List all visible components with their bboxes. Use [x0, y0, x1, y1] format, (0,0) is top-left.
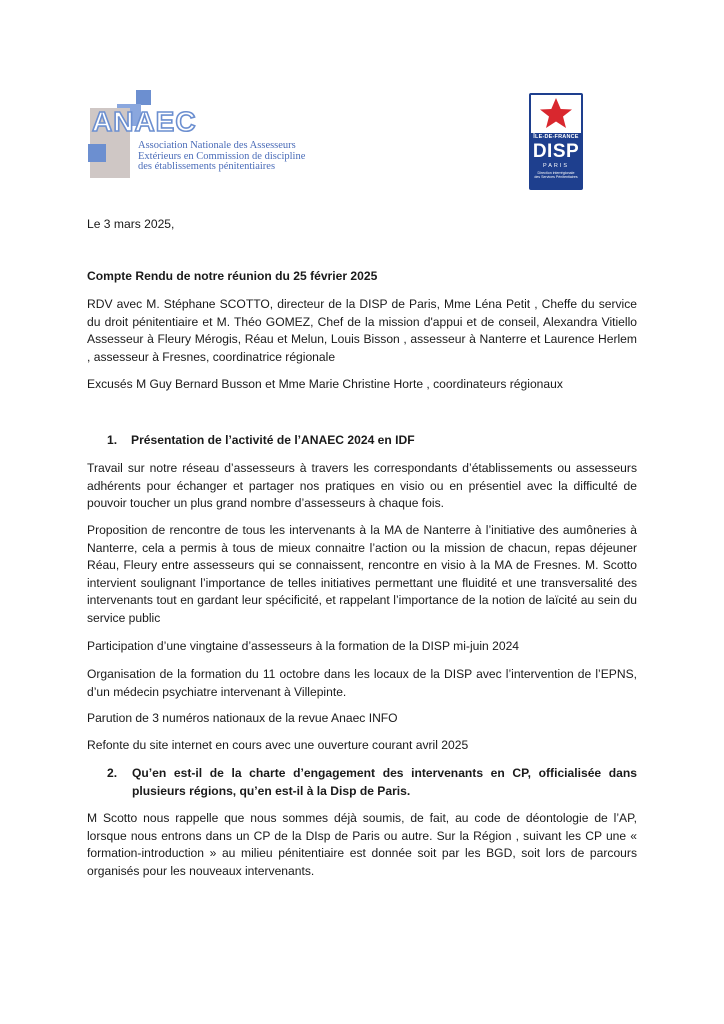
anaec-subtitle-line: des établissements pénitentiaires: [138, 161, 276, 172]
section-2-paragraph: M Scotto nous rappelle que nous sommes déjà soumis, de fait, au code de déontologie de l’AP, lorsque nous entrons dans un CP de la DIsp de Paris ou autre. Sur la Région , suivant les CP une « formation-introduction » au milieu pénitentiaire est donnée soit par les BGD, soit lors de parcours organisés pour les nouveaux intervenants.: [87, 811, 637, 878]
section-1-paragraph: Parution de 3 numéros nationaux de la revue Anaec INFO: [87, 711, 398, 725]
anaec-subtitle-line: Association Nationale des Assesseurs: [138, 140, 296, 151]
section-1-paragraph: Proposition de rencontre de tous les intervenants à la MA de Nanterre à l’initiative des aumôneries à Nanterre, cela a permis à tous de mieux connaitre l’action ou la mission de chacun, repas déjeuner Réau, Fleury entre assesseurs qui se connaissent, rencontre en visio à la MA de Fresnes. M. Scotto intervient soulignant l’importance de telles initiatives permettant une fluidité et une transversalité des intervenants tout en gardant leur spécificité, et rappelant l’importance de la notion de laïcité au sein du service public: [87, 523, 637, 625]
section-1-paragraph: Travail sur notre réseau d’assesseurs à travers les correspondants d’établissements ou assesseurs adhérents pour échanger et partager nos pratiques en visio ou en présentiel avec la difficulté de pouvoir toucher un plus grand nombre d’assesseurs à chaque fois.: [87, 461, 637, 511]
excused-paragraph: Excusés M Guy Bernard Busson et Mme Marie Christine Horte , coordinateurs régionaux: [87, 377, 563, 391]
star-icon: [531, 95, 581, 133]
anaec-subtitle: [138, 141, 328, 173]
disp-name: DISP: [532, 141, 580, 162]
section-1-number: 1.: [107, 433, 118, 447]
section-2-title: Qu’en est-il de la charte d’engagement des intervenants en CP, officialisée dans plusieurs régions, qu’en est-il à la Disp de Paris.: [132, 766, 637, 798]
disp-description-line: des Services Pénitentiaires: [534, 175, 578, 180]
document-date: Le 3 mars 2025,: [87, 217, 175, 231]
section-1-paragraph: Refonte du site internet en cours avec une ouverture courant avril 2025: [87, 738, 469, 752]
anaec-subtitle-line: Extérieurs en Commission de discipline: [138, 150, 306, 162]
disp-city: PARIS: [542, 163, 570, 169]
document-title: Compte Rendu de notre réunion du 25 février 2025: [87, 269, 378, 283]
attendees-paragraph: RDV avec M. Stéphane SCOTTO, directeur de la DISP de Paris, Mme Léna Petit , Cheffe du service du droit pénitentiaire et M. Théo GOMEZ, Chef de la mission d'appui et de conseil, Alexandra Vitiello Assesseur à Fleury Mérogis, Réau et Melun, Louis Bisson , assesseur à Nanterre et Laurence Herlem , assesseur à Fresnes, coordinatrice régionale: [87, 297, 637, 364]
disp-description-line: Direction interrégionale: [537, 171, 575, 175]
section-1-title: Présentation de l’activité de l’ANAEC 2024 en IDF: [131, 433, 415, 447]
section-1-paragraph: Organisation de la formation du 11 octobre dans les locaux de la DISP avec l’intervention de l’EPNS, d’un médecin psychiatre intervenant à Villepinte.: [87, 667, 637, 699]
disp-description: [533, 171, 579, 179]
disp-region: ÎLE-DE-FRANCE: [533, 134, 579, 140]
section-1-paragraph: Participation d’une vingtaine d’assesseurs à la formation de la DISP mi-juin 2024: [87, 639, 520, 653]
anaec-name: ANAEC: [92, 106, 197, 137]
section-2-number: 2.: [107, 766, 118, 780]
disp-logo: [529, 93, 583, 190]
